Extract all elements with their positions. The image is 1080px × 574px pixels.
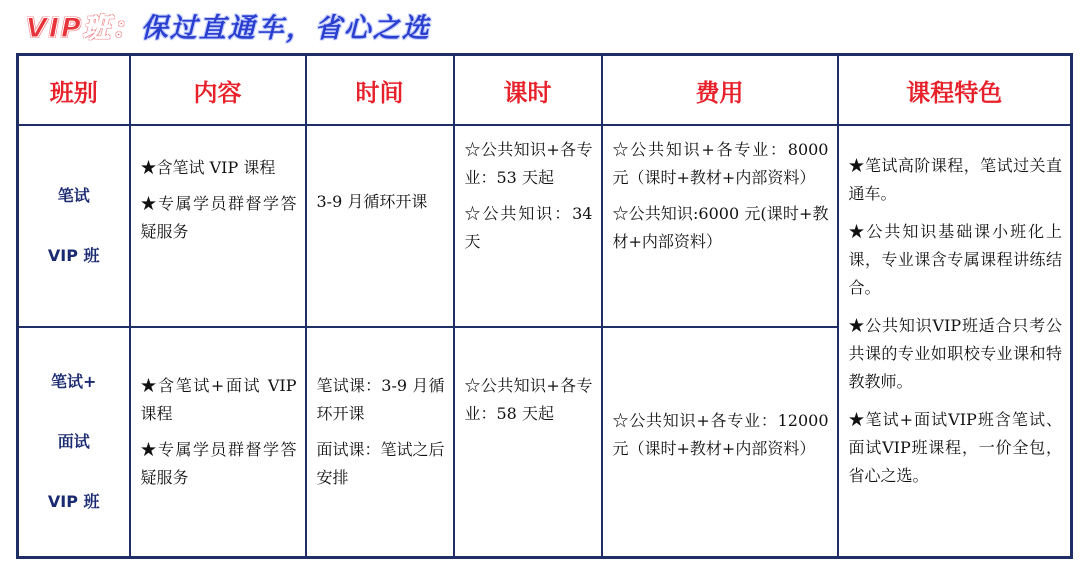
course-table xyxy=(16,53,1073,559)
time-item: 面试课：笔试之后安排 xyxy=(316,440,445,487)
hours-item: ☆公共知识+各专业：53 天起 xyxy=(464,140,593,187)
class-name-line: 面试 xyxy=(57,432,90,451)
table-header-row xyxy=(18,55,1072,126)
content-item: ★专属学员群督学答疑服务 xyxy=(140,194,297,241)
class-name-line: VIP 班 xyxy=(47,492,100,511)
table-row xyxy=(18,125,1072,327)
content-item: ★专属学员群督学答疑服务 xyxy=(140,440,297,487)
class-name-cell xyxy=(18,125,130,327)
feature-item: ★公共知识VIP班适合只考公共课的专业如职校专业课和特教教师。 xyxy=(848,316,1062,391)
time-item: 笔试课：3-9 月循环开课 xyxy=(316,376,445,423)
class-name-cell xyxy=(18,327,130,558)
hours-item: ☆公共知识+各专业：58 天起 xyxy=(464,376,593,423)
heading-prefix: VIP班： xyxy=(26,13,141,44)
fee-item: ☆公共知识:6000 元(课时+教材+内部资料） xyxy=(612,204,829,251)
feature-item: ★公共知识基础课小班化上课，专业课含专属课程讲练结合。 xyxy=(848,222,1062,297)
features-cell xyxy=(838,125,1072,558)
header-fees: 费用 xyxy=(602,55,838,126)
content-item: ★含笔试+面试 VIP 课程 xyxy=(140,376,297,423)
feature-item: ★笔试+面试VIP班含笔试、面试VIP班课程，一价全包，省心之选。 xyxy=(848,410,1062,485)
fee-item: ☆公共知识+各专业：8000 元（课时+教材+内部资料） xyxy=(612,140,829,187)
header-features: 课程特色 xyxy=(838,55,1072,126)
class-name-line: VIP 班 xyxy=(47,246,100,265)
class-name-line: 笔试+ xyxy=(51,372,97,391)
content-cell xyxy=(130,327,306,558)
hours-item: ☆公共知识：34 天 xyxy=(464,204,593,251)
feature-item: ★笔试高阶课程，笔试过关直通车。 xyxy=(848,156,1062,203)
page-heading xyxy=(26,6,431,46)
header-class: 班别 xyxy=(18,55,130,126)
hours-cell xyxy=(454,327,602,558)
fees-cell xyxy=(602,125,838,327)
header-hours: 课时 xyxy=(454,55,602,126)
content-item: ★含笔试 VIP 课程 xyxy=(140,158,276,177)
fee-item: ☆公共知识+各专业：12000 元（课时+教材+内部资料） xyxy=(612,411,829,458)
hours-cell xyxy=(454,125,602,327)
fees-cell xyxy=(602,327,838,558)
header-content: 内容 xyxy=(130,55,306,126)
time-item: 3-9 月循环开课 xyxy=(316,192,428,211)
time-cell xyxy=(306,125,454,327)
header-time: 时间 xyxy=(306,55,454,126)
heading-main: 保过直通车，省心之选 xyxy=(140,13,431,44)
content-cell xyxy=(130,125,306,327)
time-cell xyxy=(306,327,454,558)
class-name-line: 笔试 xyxy=(57,186,90,205)
